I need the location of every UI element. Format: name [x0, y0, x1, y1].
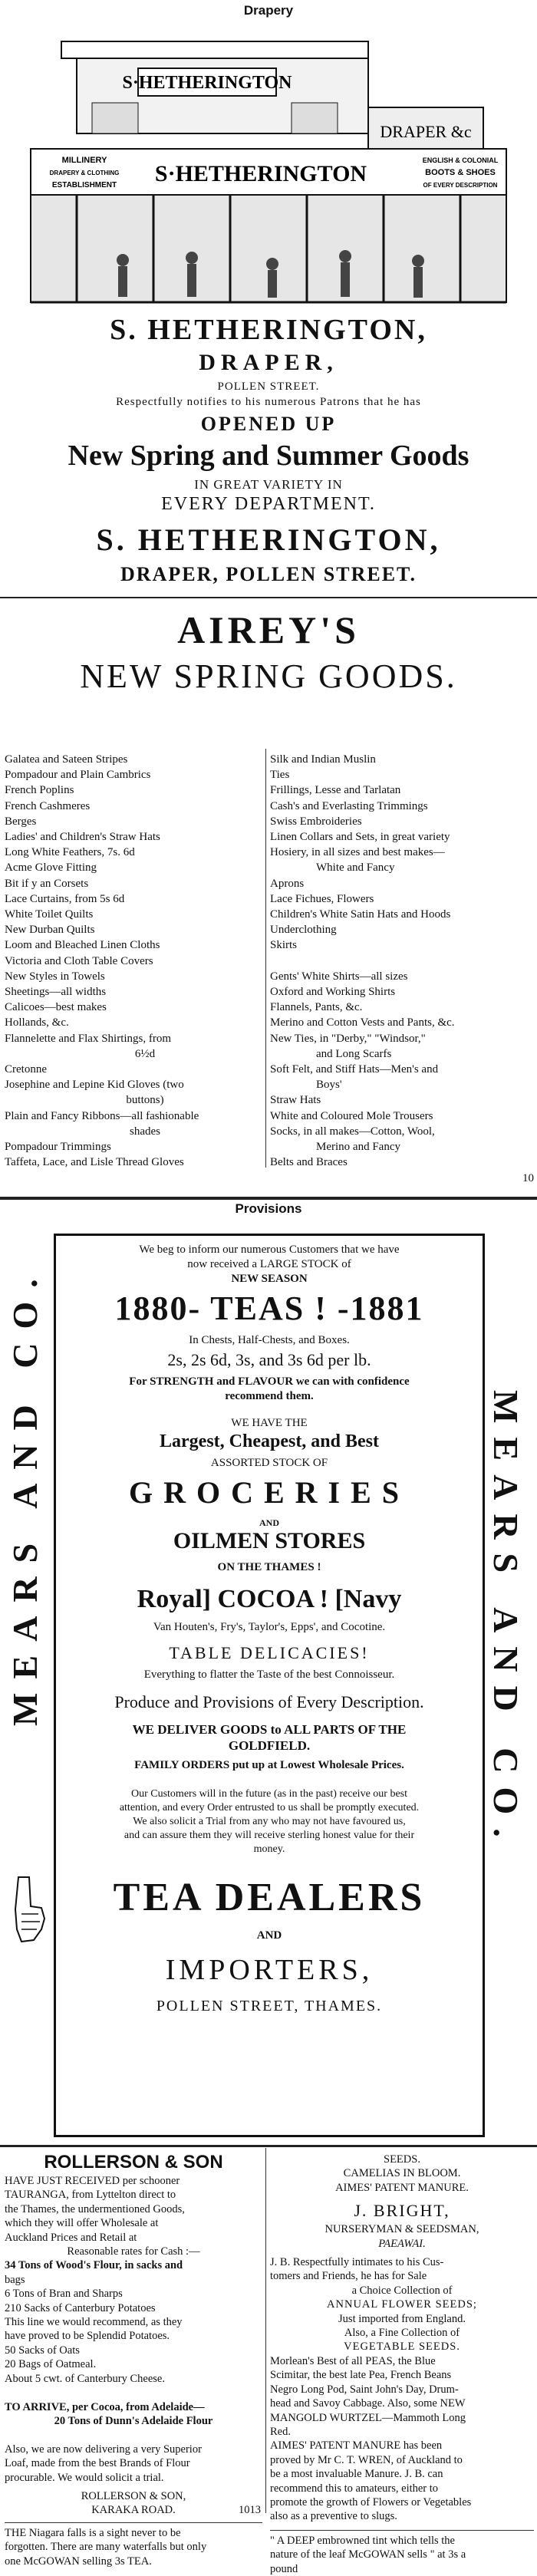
list-item: New Durban Quilts: [5, 924, 95, 937]
list-item: New Ties, in "Derby," "Windsor,": [270, 1032, 426, 1045]
list-item: Bit if y an Corsets: [5, 877, 89, 890]
list-item: Lace Fichues, Flowers: [270, 892, 374, 905]
list-item: Children's White Satin Hats and Hoods: [270, 908, 451, 921]
importers-heading: IMPORTERS,: [165, 1954, 374, 1986]
customers-text: Our Customers will in the future (as in the past) receive our best attention, and every Order entrusted to us shall be promptly executed. We also solicit a Trial from any who may not have favoured us, and can assure them they will receive sterling honest value for their money.: [119, 1788, 420, 1855]
list-item: Long White Feathers, 7s. 6d: [5, 846, 135, 859]
list-item: Loom and Bleached Linen Cloths: [5, 939, 160, 952]
list-item: Pompadour and Plain Cambrics: [5, 769, 151, 782]
list-item: White and Fancy: [316, 861, 395, 875]
mears-address: POLLEN STREET, THAMES.: [156, 1998, 383, 2014]
list-item: Josephine and Lepine Kid Gloves (two: [5, 1079, 184, 1092]
svg-text:DRAPERY & CLOTHING: DRAPERY & CLOTHING: [49, 170, 120, 176]
divider: [0, 597, 537, 598]
list-item: shades: [130, 1125, 160, 1138]
flatter-line: Everything to flatter the Taste of the best Connoisseur.: [143, 1668, 395, 1681]
list-item: New Styles in Towels: [5, 970, 105, 983]
list-item: Taffeta, Lace, and Lisle Thread Gloves: [5, 1156, 184, 1169]
we-have-line: WE HAVE THE: [231, 1417, 308, 1429]
list-item: Galatea and Sateen Stripes: [5, 753, 128, 766]
list-item: Flannelette and Flax Shirtings, from: [5, 1032, 172, 1045]
list-item: Hollands, &c.: [5, 1016, 69, 1029]
section-label-provisions: Provisions: [235, 1201, 302, 1216]
list-item: Cretonne: [5, 1063, 47, 1076]
list-item: Frillings, Lesse and Tarlatan: [270, 784, 401, 797]
section-label-drapery: Drapery: [243, 3, 294, 18]
divider: [0, 2145, 537, 2147]
list-item: Merino and Cotton Vests and Pants, &c.: [270, 1016, 455, 1029]
list-item: Acme Glove Fitting: [5, 861, 97, 875]
svg-text:ENGLISH & COLONIAL: ENGLISH & COLONIAL: [422, 156, 499, 164]
list-item: Soft Felt, and Stiff Hats—Men's and: [270, 1063, 439, 1076]
aireys-left-column: [5, 752, 265, 1170]
rollerson-road: KARAKA ROAD. 1013: [91, 2504, 261, 2517]
advertiser-trade: DRAPER,: [199, 350, 338, 375]
cocoa-makers-line: Van Houten's, Fry's, Taylor's, Epps', and Cocotine.: [153, 1621, 386, 1633]
list-item: Merino and Fancy: [316, 1141, 400, 1154]
niagara-notice: THE Niagara falls is a sight never to be forgotten. There are many waterfalls but only one McGOWAN selling 3s TEA.: [5, 2522, 262, 2568]
list-item: Flannels, Pants, &c.: [270, 1001, 363, 1014]
opened-up: OPENED UP: [200, 413, 337, 435]
price-line: 2s, 2s 6d, 3s, and 3s 6d per lb.: [167, 1350, 371, 1369]
packing-line: In Chests, Half-Chests, and Boxes.: [189, 1334, 350, 1346]
groceries-heading: GROCERIES: [128, 1475, 410, 1510]
list-item: Belts and Braces: [270, 1156, 348, 1169]
aireys-right-column: [270, 752, 534, 1170]
and-line: AND: [256, 1929, 282, 1942]
list-item: Gents' White Shirts—all sizes: [270, 970, 408, 983]
svg-text:MILLINERY: MILLINERY: [61, 156, 107, 165]
teas-heading: 1880- TEAS ! -1881: [114, 1290, 424, 1327]
list-item: Pompadour Trimmings: [5, 1141, 111, 1154]
list-item: Oxford and Working Shirts: [270, 986, 396, 999]
list-item: Lace Curtains, from 5s 6d: [5, 892, 125, 905]
column-divider: [265, 2148, 266, 2513]
aireys-title: AIREY'S: [177, 608, 360, 651]
list-item: Linen Collars and Sets, in great variety: [270, 831, 450, 844]
list-item: Swiss Embroideries: [270, 815, 362, 828]
list-item: Victoria and Cloth Table Covers: [5, 954, 153, 967]
on-thames-line: ON THE THAMES !: [217, 1561, 321, 1573]
advertiser-street: POLLEN STREET.: [217, 380, 320, 393]
svg-text:BOOTS & SHOES: BOOTS & SHOES: [425, 168, 496, 177]
list-item: French Poplins: [5, 784, 74, 797]
list-item: Underclothing: [270, 924, 337, 937]
list-item: French Cashmeres: [5, 799, 91, 812]
list-item: Cash's and Everlasting Trimmings: [270, 799, 428, 812]
list-item: White Toilet Quilts: [5, 908, 94, 921]
svg-text:OF EVERY DESCRIPTION: OF EVERY DESCRIPTION: [423, 182, 498, 189]
advertiser-name-repeat: S. HETHERINGTON,: [96, 522, 441, 557]
strength-text: For STRENGTH and FLAVOUR we can with confidence recommend them.: [129, 1375, 410, 1402]
cocoa-heading: Royal] COCOA ! [Navy: [137, 1585, 402, 1613]
list-item: Boys': [316, 1079, 342, 1092]
variety-line: IN GREAT VARIETY IN: [194, 477, 343, 492]
list-item: Skirts: [270, 939, 298, 952]
rollerson-ad: ROLLERSON & SON HAVE JUST RECEIVED per schooner TAURANGA, from Lyttelton direct to the Thames, the undermentioned Goods, which they will offer Wholesale at Auckland Prices and Retail at Reasonable rates for Cash :— 34 Tons of Wood's Flour, in sacks and bags 6 Tons of Bran and Sharps 210 Sacks of Canterbury Potatoes This line we would recommend, as they have proved to be Splendid Potatoes. 50 Sacks of Oats 20 Bags of Oatmeal. About 5 cwt. of Canterbury Cheese. TO ARRIVE, per Cocoa, from Adelaide— 20 Tons of Dunn's Adelaide Flour Also, we are now delivering a very Superior Loaf, made from the best Brands of Flour procurable. We would solicit a trial. ROLLERSON & SON, KARAKA ROAD. 1013 THE Niagara falls is a sight never to be forgotten. There are many waterfalls but only one McGOWAN selling 3s TEA.: [5, 2152, 261, 2568]
list-item: Berges: [5, 815, 37, 828]
rollerson-title: ROLLERSON & SON: [44, 2152, 223, 2172]
ad-reference: 1013: [239, 2504, 261, 2517]
list-item: Hosiery, in all sizes and best makes—: [270, 846, 445, 859]
oilmen-heading: OILMEN STORES: [173, 1528, 366, 1553]
largest-line: Largest, Cheapest, and Best: [160, 1431, 379, 1451]
aireys-subtitle: NEW SPRING GOODS.: [80, 657, 457, 695]
page-number: 10: [522, 1172, 534, 1184]
list-item: 6½d: [134, 1047, 156, 1060]
mcgowan-notice: " A DEEP embrowned tint which tells the nature of the leaf McGOWAN sells " at 3s a pound: [270, 2530, 534, 2576]
list-item: Straw Hats: [270, 1094, 321, 1107]
list-item: and Long Scarfs: [316, 1047, 392, 1060]
list-item: White and Coloured Mole Trousers: [270, 1109, 433, 1122]
pointing-hand-icon: [11, 1876, 48, 1945]
department-line: EVERY DEPARTMENT.: [161, 494, 376, 514]
delicacies-heading: TABLE DELICACIES!: [169, 1643, 370, 1662]
advertiser-address: DRAPER, POLLEN STREET.: [120, 563, 417, 585]
sign-top: S·HETHERINGTON: [122, 73, 292, 93]
list-item: [270, 954, 534, 969]
side-text-left: MEARS AND CO.: [5, 1265, 44, 1726]
tea-dealers-heading: TEA DEALERS: [113, 1876, 426, 1919]
sign-main: S·HETHERINGTON: [154, 161, 367, 186]
side-text-right: MEARS AND CO.: [486, 1390, 525, 1851]
spring-goods-heading: New Spring and Summer Goods: [68, 440, 469, 472]
list-item: Silk and Indian Muslin: [270, 753, 376, 766]
sign-draper: DRAPER &c: [380, 122, 472, 141]
assorted-line: ASSORTED STOCK OF: [210, 1457, 328, 1469]
shop-front-illustration: [31, 34, 506, 310]
column-divider: [265, 749, 266, 1168]
family-orders-line: FAMILY ORDERS put up at Lowest Wholesale Prices.: [134, 1759, 404, 1771]
bright-ad: SEEDS. CAMELIAS IN BLOOM. AIMES' PATENT MANURE. J. BRIGHT, NURSERYMAN & SEEDSMAN, PAEAWAI. J. B. Respectfully intimates to his Cus- tomers and Friends, he has for Sale a Choice Collection of ANNUAL FLOWER SEEDS; Just imported from England. Also, a Fine Collection of VEGETABLE SEEDS. Morlean's Best of all PEAS, the Blue Scimitar, the best late Pea, French Beans Negro Long Pod, Saint John's Day, Drum- head and Savoy Cabbage. Also, some NEW MANGOLD WURTZEL—Mammoth Long Red. AIMES' PATENT MANURE has been proved by Mr C. T. WREN, of Auckland to be a most invaluable Manure. J. B. can recommend this to amateurs, either to promote the growth of Flowers or Vegetables also as a preventive to slugs. " A DEEP embrowned tint which tells the nature of the leaf McGOWAN sells " at 3s a pound: [270, 2153, 534, 2576]
list-item: Ties: [270, 769, 290, 782]
notice-text: Respectfully notifies to his numerous Patrons that he has: [116, 396, 421, 408]
list-item: Calicoes—best makes: [5, 1001, 107, 1014]
list-item: Socks, in all makes—Cotton, Wool,: [270, 1125, 435, 1138]
and-line: AND: [259, 1517, 279, 1528]
rollerson-sign: ROLLERSON & SON,: [81, 2489, 186, 2502]
produce-line: Produce and Provisions of Every Description.: [114, 1692, 424, 1711]
list-item: Aprons: [270, 877, 305, 890]
list-item: Ladies' and Children's Straw Hats: [5, 831, 160, 844]
svg-text:ESTABLISHMENT: ESTABLISHMENT: [51, 181, 117, 189]
intro-text: We beg to inform our numerous Customers that we have now received a LARGE STOCK of NEW SEASON: [139, 1244, 400, 1285]
list-item: buttons): [126, 1094, 164, 1107]
deliver-text: WE DELIVER GOODS to ALL PARTS OF THE GOLDFIELD.: [132, 1722, 407, 1753]
divider: [0, 1197, 537, 1200]
advertiser-name: S. HETHERINGTON,: [110, 314, 427, 346]
bright-name: J. BRIGHT,: [354, 2201, 450, 2221]
list-item: Sheetings—all widths: [5, 986, 107, 999]
list-item: Plain and Fancy Ribbons—all fashionable: [5, 1109, 199, 1122]
